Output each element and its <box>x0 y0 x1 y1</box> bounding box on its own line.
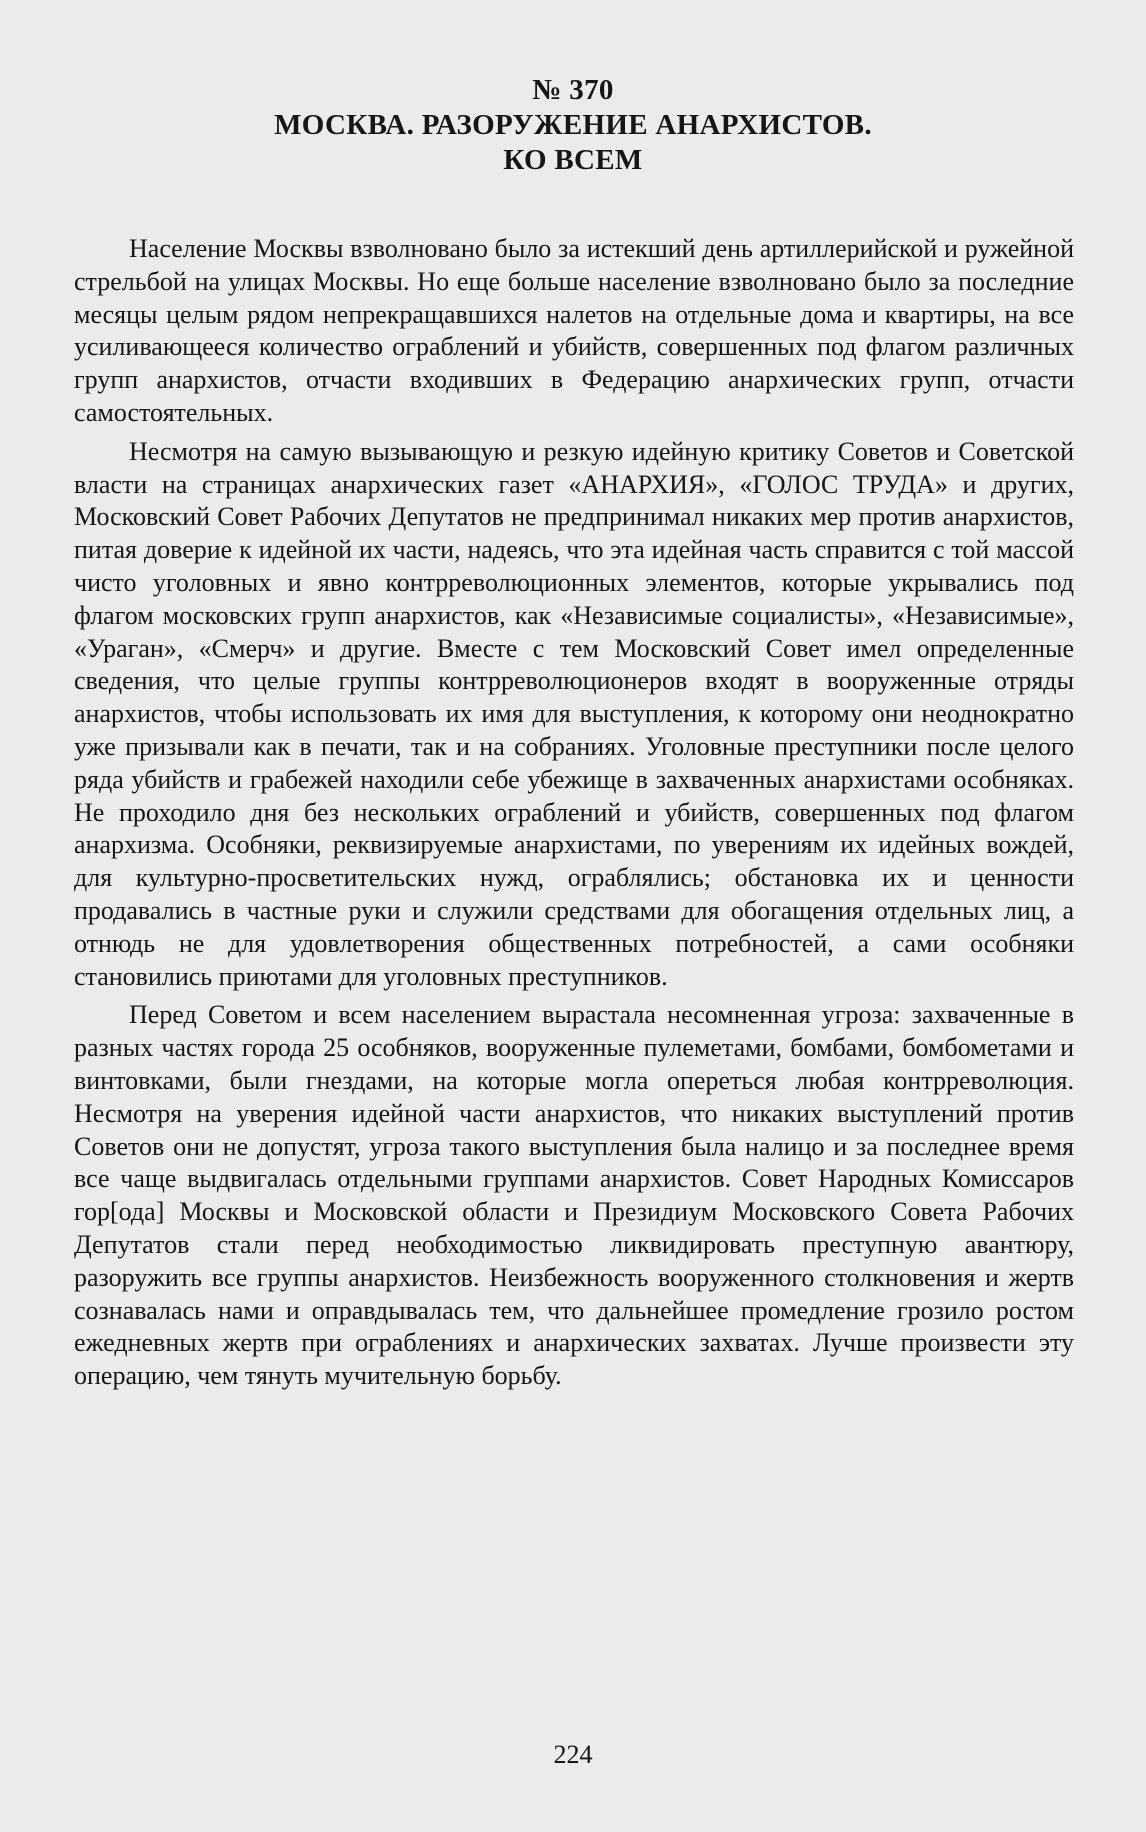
paragraph-3: Перед Советом и всем населением вырастала несомненная угроза: захваченные в разных частях города 25 особняков, вооруженные пулеметами, бомбами, бомбометами и винтовками, были гнездами, на которые могла опереться любая контрреволюция. Несмотря на уверения идейной части анархистов, что никаких выступлений против Советов они не допустят, угроза такого выступления была налицо и за последнее время все чаще выдвигалась отдельными группами анархистов. Совет Народных Комиссаров гор[ода] Москвы и Московской области и Президиум Московского Совета Рабочих Депутатов стали перед необходимостью ликвидировать преступную авантюру, разоружить все группы анархистов. Неизбежность вооруженного столкновения и жертв сознавалась нами и оправдывалась тем, что дальнейшее промедление грозило ростом ежедневных жертв при ограблениях и анархических захватах. Лучше произвести эту операцию, чем тянуть мучительную борьбу. <box>74 1000 1074 1391</box>
page-number: 224 <box>553 1740 593 1769</box>
document-header <box>0 73 1146 178</box>
paragraph-1: Население Москвы взволновано было за истекший день артиллерийской и ружейной стрельбой на улицах Москвы. Но еще больше население взволновано было за последние месяцы целым рядом непрекращавшихся налетов на отдельные дома и квартиры, на все усиливающееся количество ограблений и убийств, совершенных под флагом различных групп анархистов, отчасти входивших в Федерацию анархических групп, отчасти самостоятельных. <box>74 234 1074 427</box>
document-title-line-2: КО ВСЕМ <box>503 144 643 176</box>
document-number: № 370 <box>532 74 614 106</box>
document-body <box>74 233 1074 1399</box>
document-title-line-1: МОСКВА. РАЗОРУЖЕНИЕ АНАРХИСТОВ. <box>274 109 872 141</box>
paragraph-2: Несмотря на самую вызывающую и резкую идейную критику Советов и Советской власти на страницах анархических газет «АНАРХИЯ», «ГОЛОС ТРУДА» и других, Московский Совет Рабочих Депутатов не предпринимал никаких мер против анархистов, питая доверие к идейной их части, надеясь, что эта идейная часть справится с той массой чисто уголовных и явно контрреволюционных элементов, которые укрывались под флагом московских групп анархистов, как «Независимые социалисты», «Независимые», «Ураган», «Смерч» и другие. Вместе с тем Московский Совет имел определенные сведения, что целые группы контрреволюционеров входят в вооруженные отряды анархистов, чтобы использовать их имя для выступления, к которому они неоднократно уже призывали как в печати, так и на собраниях. Уголовные преступники после целого ряда убийств и грабежей находили себе убежище в захваченных анархистами особняках. Не проходило дня без нескольких ограблений и убийств, совершенных под флагом анархизма. Особняки, реквизируемые анархистами, по уверениям их идейных вождей, для культурно-просветительских нужд, ограблялись; обстановка их и ценности продавались в частные руки и служили средствами для обогащения отдельных лиц, а отнюдь не для удовлетворения общественных потребностей, а сами особняки становились приютами для уголовных преступников. <box>74 436 1074 991</box>
